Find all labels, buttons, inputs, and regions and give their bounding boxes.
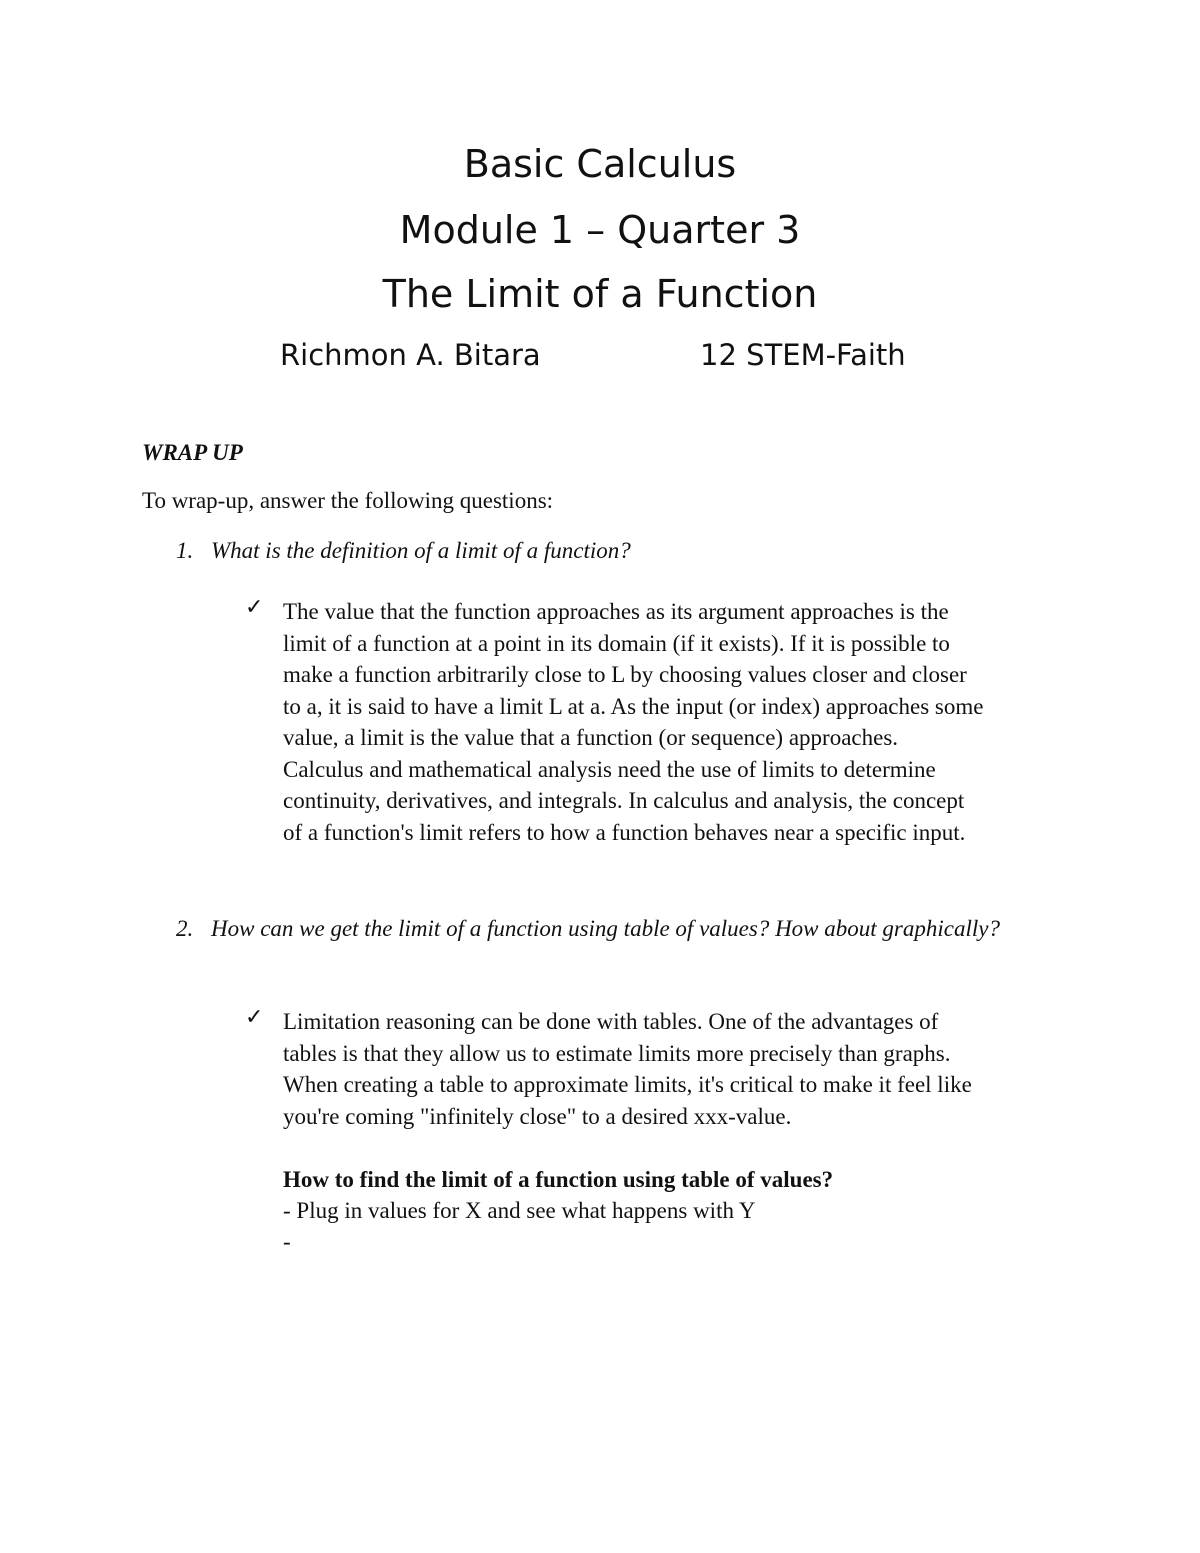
answer-1 [283,596,1073,848]
question-1 [176,534,1036,567]
student-section: 12 STEM-Faith [700,338,906,372]
checkmark-icon: ✓ [245,595,264,620]
checkmark-icon: ✓ [245,1005,264,1030]
table-method-subheading: How to find the limit of a function using table of values? [283,1167,834,1192]
bullet-item: - Plug in values for X and see what happens with Y [283,1198,756,1223]
answer-line: make a function arbitrarily close to L by choosing values closer and closer [283,662,967,687]
answer-line: limit of a function at a point in its domain (if it exists). If it is possible to [283,630,950,656]
answer-line: The value that the function approaches as its argument approaches is the [283,599,949,624]
answer-line: you're coming "infinitely close" to a desired xxx-value. [283,1103,792,1129]
bullet-item: - [283,1229,291,1254]
answer-line: value, a limit is the value that a function (or sequence) approaches. [283,725,899,750]
course-title: Basic Calculus [463,142,737,186]
wrap-up-heading: WRAP UP [142,440,243,465]
answer-line: to a, it is said to have a limit L at a. As the input (or index) approaches some [283,693,984,719]
question-text: What is the definition of a limit of a function? [211,538,631,563]
question-2 [176,912,1036,945]
answer-line: tables is that they allow us to estimate limits more precisely than graphs. [283,1040,951,1066]
answer-line: When creating a table to approximate limits, it's critical to make it feel like [283,1072,972,1097]
student-name: Richmon A. Bitara [280,338,541,372]
answer-2 [283,1006,1073,1132]
question-text: How can we get the limit of a function using table of values? How about graphically? [211,916,1000,941]
author-row [0,336,1200,376]
question-number: 1. [176,538,194,563]
answer-line: Calculus and mathematical analysis need the use of limits to determine [283,756,936,782]
question-number: 2. [176,916,194,941]
answer-line: Limitation reasoning can be done with tables. One of the advantages of [283,1009,939,1034]
topic-title: The Limit of a Function [382,272,818,316]
answer-line: continuity, derivatives, and integrals. In calculus and analysis, the concept [283,788,965,813]
answer-line: of a function's limit refers to how a function behaves near a specific input. [283,819,966,845]
wrap-up-instruction: To wrap-up, answer the following questions: [142,488,554,513]
module-title: Module 1 – Quarter 3 [399,208,801,252]
